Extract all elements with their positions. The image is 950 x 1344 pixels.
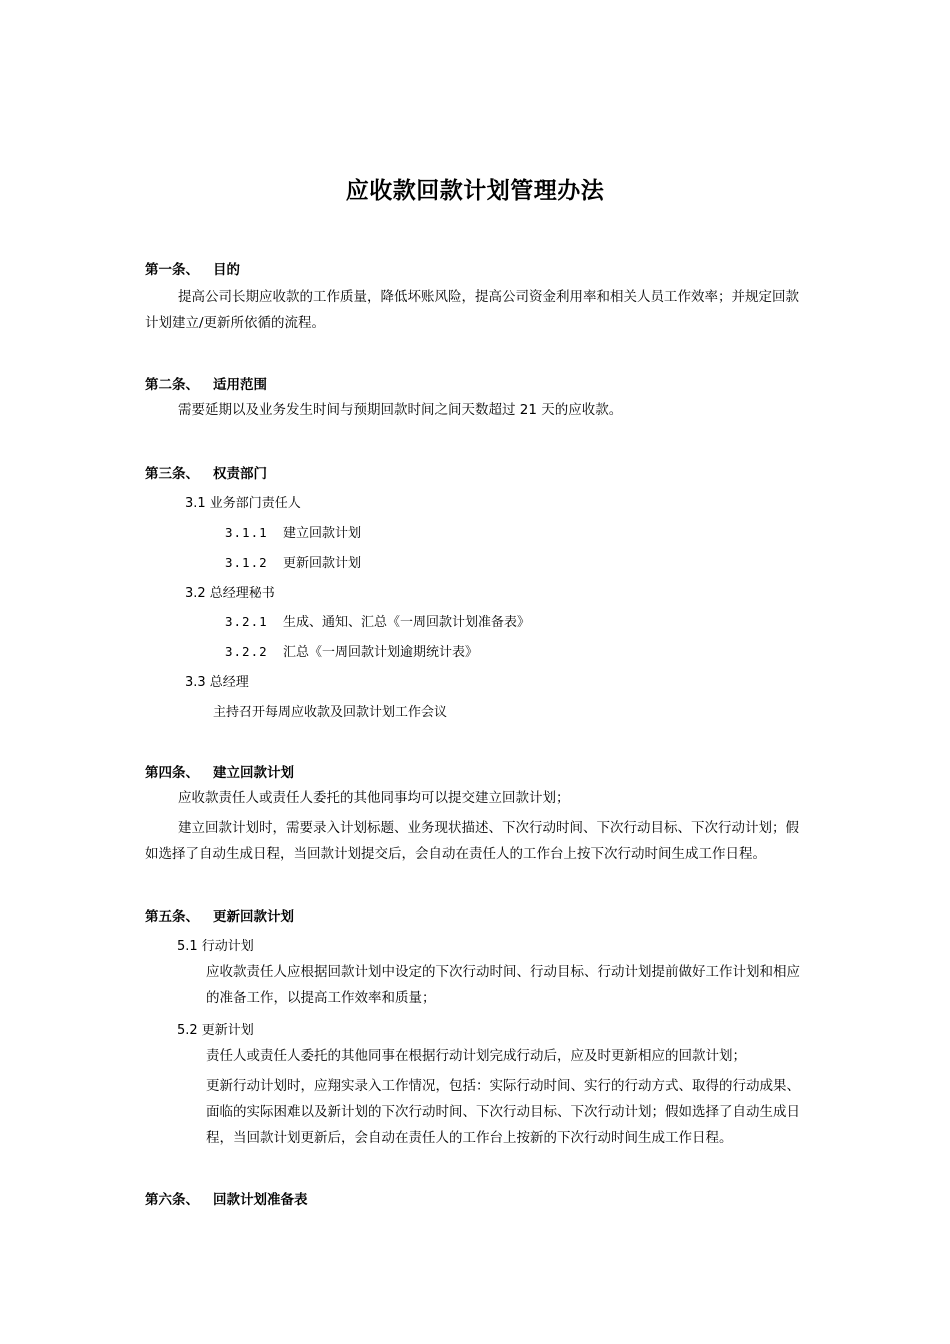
article-number: 第四条、 bbox=[145, 765, 199, 781]
section-5-1-text: 应收款责任人应根据回款计划中设定的下次行动时间、行动目标、行动计划提前做好工作计划和相应的准备工作，以提高工作效率和质量； bbox=[206, 964, 800, 1006]
item-code: 3.1.1 bbox=[225, 525, 268, 540]
article-3-heading bbox=[145, 462, 267, 482]
item-3-1-2 bbox=[225, 552, 361, 571]
article-title: 建立回款计划 bbox=[213, 765, 294, 781]
section-5-2-text-2: 更新行动计划时，应翔实录入工作情况，包括：实际行动时间、实行的行动方式、取得的行动成果、面临的实际困难以及新计划的下次行动时间、下次行动目标、下次行动计划；假如选择了自动生成日程，当回款计划更新后，会自动在责任人的工作台上按新的下次行动时间生成工作日程。 bbox=[206, 1078, 800, 1146]
document-title: 应收款回款计划管理办法 bbox=[345, 178, 605, 204]
section-3-2: 3.2 总经理秘书 bbox=[185, 586, 275, 601]
article-number: 第一条、 bbox=[145, 262, 199, 278]
item-3-2-1 bbox=[225, 611, 530, 630]
article-4-heading bbox=[145, 761, 294, 781]
article-5-heading bbox=[145, 905, 294, 925]
item-3-3-text: 主持召开每周应收款及回款计划工作会议 bbox=[213, 705, 448, 720]
section-5-1: 5.1 行动计划 bbox=[177, 939, 254, 954]
article-title: 权责部门 bbox=[213, 466, 267, 482]
article-number: 第二条、 bbox=[145, 377, 199, 393]
item-text: 汇总《一周回款计划逾期统计表》 bbox=[283, 645, 479, 660]
article-number: 第六条、 bbox=[145, 1192, 199, 1208]
article-title: 适用范围 bbox=[213, 377, 267, 393]
article-4-paragraph-2: 建立回款计划时，需要录入计划标题、业务现状描述、下次行动时间、下次行动目标、下次行动计划；假如选择了自动生成日程，当回款计划提交后，会自动在责任人的工作台上按下次行动时间生成工作日程。 bbox=[145, 820, 799, 862]
item-code: 3.2.1 bbox=[225, 614, 268, 629]
article-title: 更新回款计划 bbox=[213, 909, 294, 925]
item-text: 建立回款计划 bbox=[283, 526, 362, 541]
section-5-2-text-1: 责任人或责任人委托的其他同事在根据行动计划完成行动后，应及时更新相应的回款计划； bbox=[206, 1048, 746, 1064]
item-3-2-2 bbox=[225, 641, 478, 660]
item-code: 3.2.2 bbox=[225, 644, 268, 659]
article-1-heading bbox=[145, 258, 240, 278]
article-title: 回款计划准备表 bbox=[213, 1192, 308, 1208]
article-4-paragraph-1: 应收款责任人或责任人委托的其他同事均可以提交建立回款计划； bbox=[178, 790, 570, 806]
article-6-heading bbox=[145, 1188, 308, 1208]
item-3-1-1 bbox=[225, 522, 361, 541]
section-5-2: 5.2 更新计划 bbox=[177, 1023, 254, 1038]
section-3-3: 3.3 总经理 bbox=[185, 675, 249, 690]
item-code: 3.1.2 bbox=[225, 555, 268, 570]
article-2-paragraph: 需要延期以及业务发生时间与预期回款时间之间天数超过 21 天的应收款。 bbox=[178, 402, 623, 418]
article-number: 第三条、 bbox=[145, 466, 199, 482]
article-number: 第五条、 bbox=[145, 909, 199, 925]
item-text: 更新回款计划 bbox=[283, 556, 362, 571]
article-1-paragraph: 提高公司长期应收款的工作质量，降低坏账风险，提高公司资金利用率和相关人员工作效率；并规定回款计划建立/更新所依循的流程。 bbox=[145, 289, 799, 331]
article-title: 目的 bbox=[213, 262, 240, 278]
item-text: 生成、通知、汇总《一周回款计划准备表》 bbox=[283, 615, 531, 630]
section-3-1: 3.1 业务部门责任人 bbox=[185, 496, 301, 511]
article-2-heading bbox=[145, 373, 267, 393]
